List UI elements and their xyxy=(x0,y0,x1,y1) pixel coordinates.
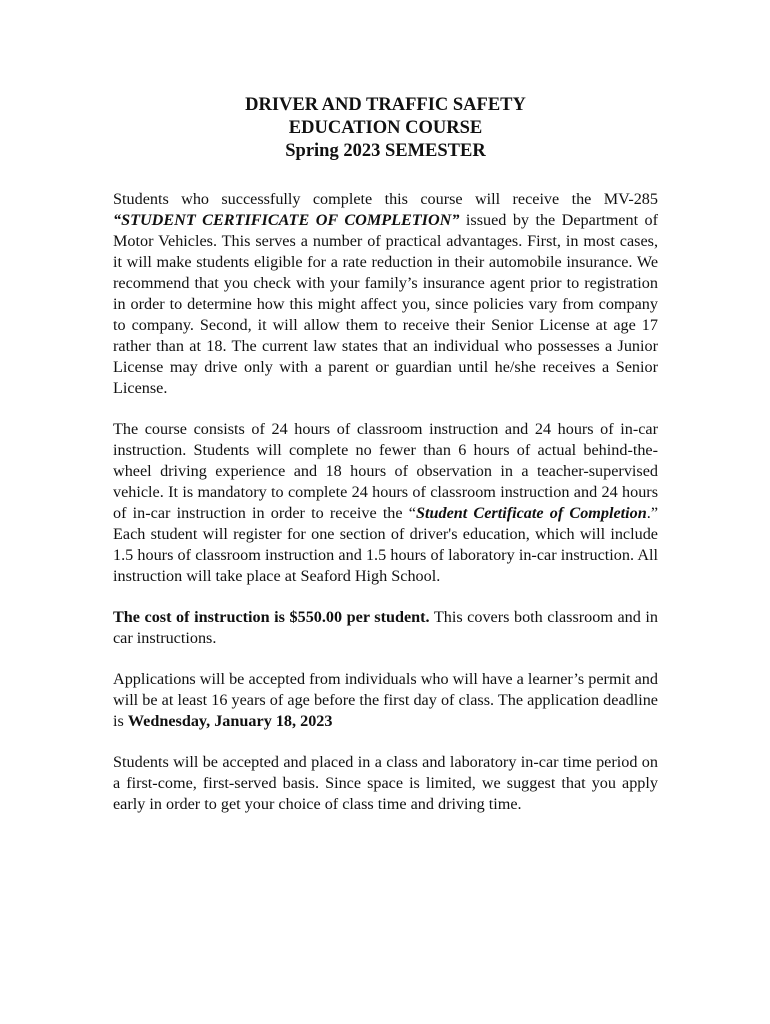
paragraph-enrollment xyxy=(113,752,658,815)
paragraph-cost xyxy=(113,607,658,649)
document-page xyxy=(113,94,658,835)
paragraph-certificate xyxy=(113,189,658,399)
enrollment-text: Students will be accepted and placed in a class and laboratory in-car time period on a first-come, first-served basis. Since space is limited, we suggest that you apply early in order to get your choice of class time and driving time. xyxy=(113,753,658,813)
cost-details: This covers both classroom and in car instructions. xyxy=(113,608,658,647)
paragraph-course-hours-intro: The course consists of 24 hours of classroom instruction and 24 hours of in-car instruction. Students will complete no fewer than 6 hours of actual behind-the-wheel driving experience and 18 hours of observation in a teacher-supervised vehicle. It is mandatory to complete 24 hours of classroom instruction and 24 hours of in-car instruction in order to receive the “ xyxy=(113,420,658,522)
paragraph-certificate-intro: Students who successfully complete this course will receive the MV-285 xyxy=(113,190,658,208)
title-line-2: EDUCATION COURSE xyxy=(288,118,483,138)
paragraph-applications xyxy=(113,669,658,732)
title-line-1: DRIVER AND TRAFFIC SAFETY xyxy=(245,95,526,115)
paragraph-course-hours xyxy=(113,419,658,587)
title-line-3: Spring 2023 SEMESTER xyxy=(285,141,486,161)
paragraph-certificate-body: issued by the Department of Motor Vehicles. This serves a number of practical advantages. First, in most cases, it will make students eligible for a rate reduction in their automobile insurance. We recommend that you check with your family’s insurance agent prior to registration in order to determine how this might affect you, since policies vary from company to company. Second, it will allow them to receive their Senior License at age 17 rather than at 18. The current law states that an individual who possesses a Junior License may drive only with a parent or guardian until he/she receives a Senior License. xyxy=(113,211,659,397)
certificate-reference: Student Certificate of Completion xyxy=(415,504,647,522)
paragraph-course-hours-body: .” Each student will register for one section of driver's education, which will include 1.5 hours of classroom instruction and 1.5 hours of laboratory in-car instruction. All instruction will take place at Seaford High School. xyxy=(113,504,658,585)
application-deadline: Wednesday, January 18, 2023 xyxy=(127,712,333,730)
applications-text: Applications will be accepted from individuals who will have a learner’s permit and will be at least 16 years of age before the first day of class. The application deadline is xyxy=(113,670,658,730)
document-title xyxy=(113,94,658,163)
cost-statement: The cost of instruction is $550.00 per student. xyxy=(113,608,430,626)
certificate-name: “STUDENT CERTIFICATE OF COMPLETION” xyxy=(113,211,460,229)
